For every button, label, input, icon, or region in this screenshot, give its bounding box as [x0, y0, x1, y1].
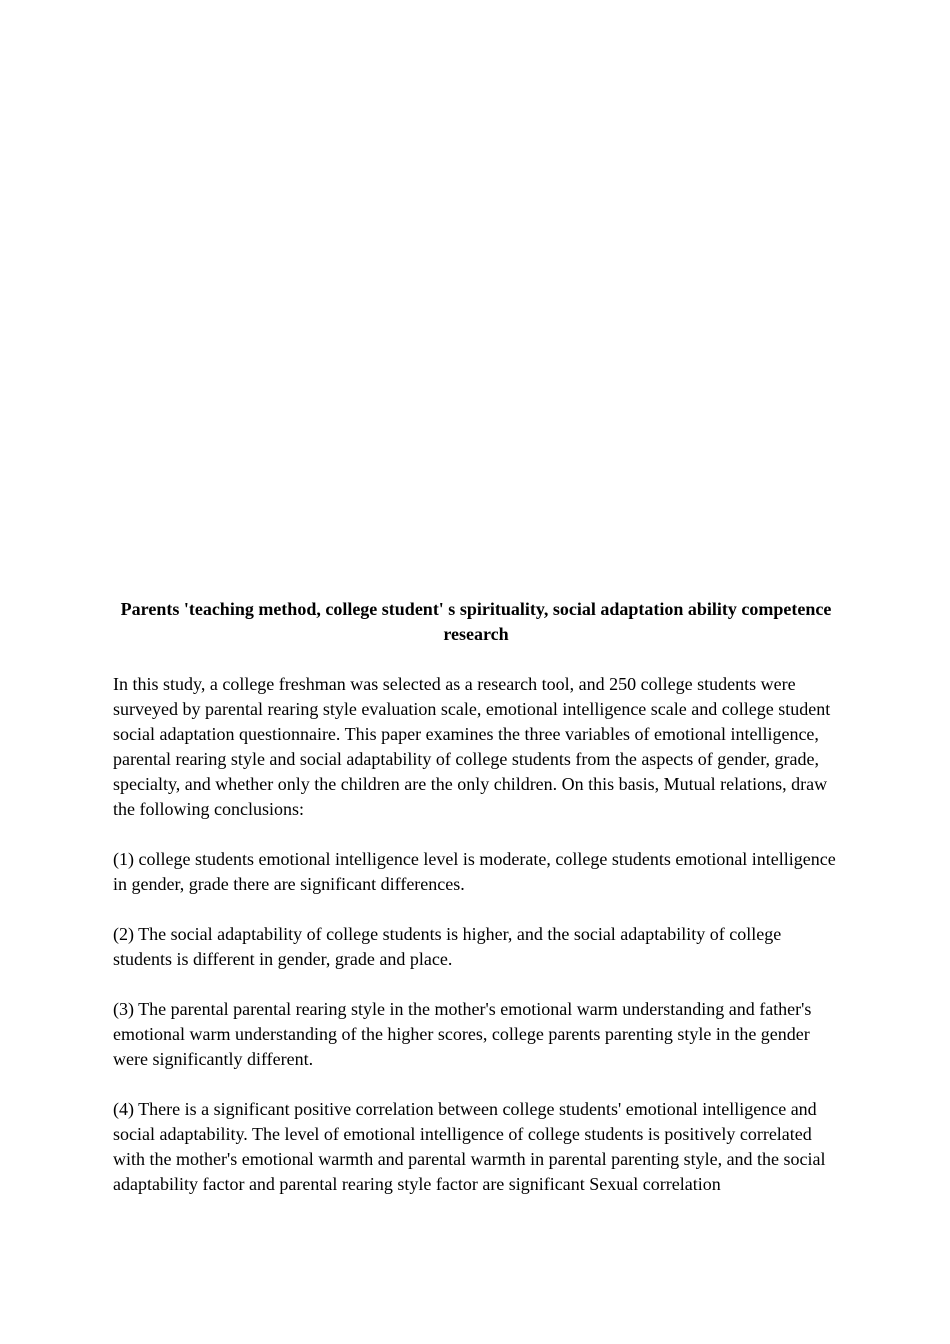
conclusion-2: (2) The social adaptability of college students is higher, and the social adaptability of college students is different in gender, grade and place.	[113, 924, 782, 969]
conclusion-4: (4) There is a significant positive correlation between college students' emotional intelligence and social adaptability. The level of emotional intelligence of college students is positively correlated with the mother's emotional warmth and parental warmth in parental parenting style, and the social adaptability factor and parental rearing style factor are significant Sexual correlation	[113, 1099, 826, 1194]
conclusion-1: (1) college students emotional intelligence level is moderate, college students emotional intelligence in gender, grade there are significant differences.	[113, 849, 836, 894]
document-title: Parents 'teaching method, college student' s spirituality, social adaptation ability competence research	[120, 599, 832, 644]
abstract-paragraph: In this study, a college freshman was selected as a research tool, and 250 college students were surveyed by parental rearing style evaluation scale, emotional intelligence scale and college student social adaptation questionnaire. This paper examines the three variables of emotional intelligence, parental rearing style and social adaptability of college students from the aspects of gender, grade, specialty, and whether only the children are the only children. On this basis, Mutual relations, draw the following conclusions:	[113, 674, 831, 819]
conclusion-3: (3) The parental parental rearing style in the mother's emotional warm understanding and father's emotional warm understanding of the higher scores, college parents parenting style in the gender were significantly different.	[113, 999, 812, 1069]
document-body	[113, 597, 839, 1197]
